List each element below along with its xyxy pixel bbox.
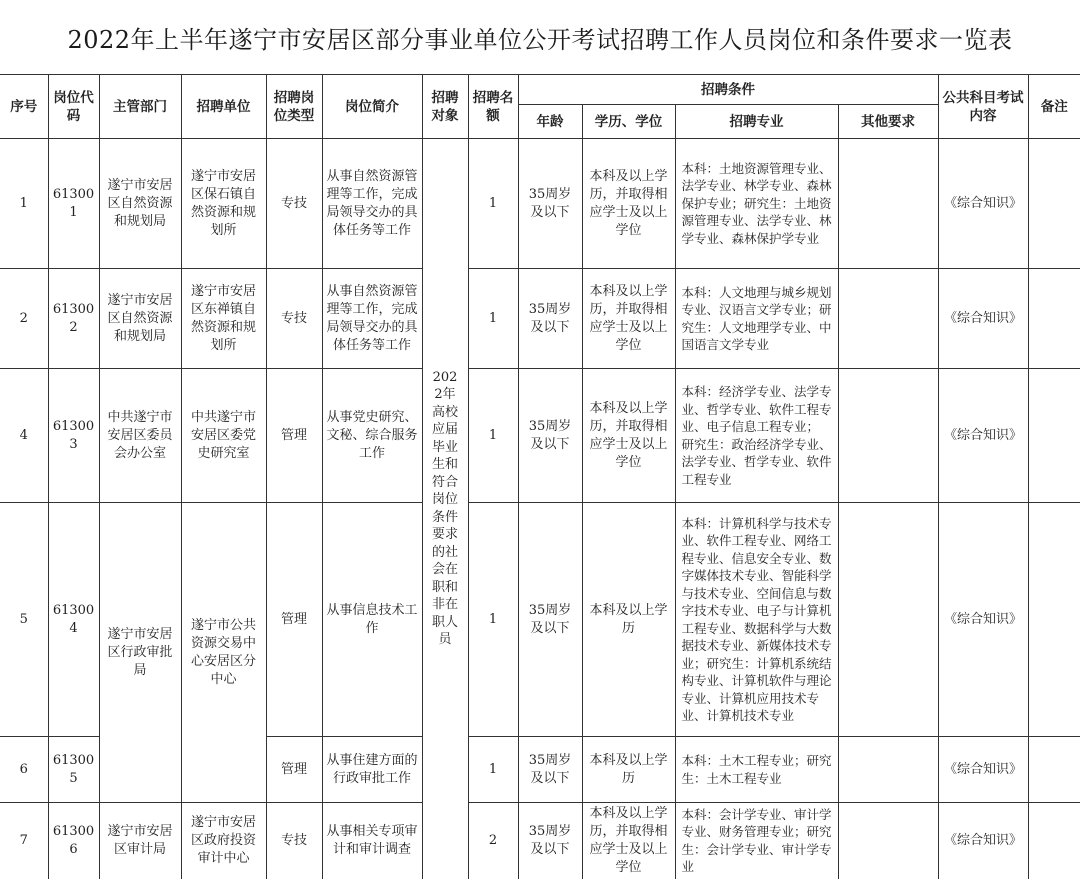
cell-remark [1028, 803, 1080, 879]
table-row [0, 369, 1080, 503]
cell-unit: 中共遂宁市安居区委党史研究室 [181, 369, 266, 503]
cell-other [838, 803, 938, 879]
cell-desc: 从事自然资源管理等工作，完成局领导交办的具体任务等工作 [322, 269, 422, 369]
header-seq: 序号 [0, 75, 48, 139]
cell-quota: 1 [468, 737, 518, 803]
header-conditions: 招聘条件 [518, 75, 938, 105]
header-major: 招聘专业 [675, 105, 838, 139]
cell-age: 35周岁及以下 [518, 737, 582, 803]
cell-exam: 《综合知识》 [938, 269, 1028, 369]
table-row [0, 503, 1080, 737]
cell-code: 613002 [48, 269, 99, 369]
cell-quota: 1 [468, 369, 518, 503]
cell-unit: 遂宁市安居区保石镇自然资源和规划所 [181, 139, 266, 269]
cell-desc: 从事住建方面的行政审批工作 [322, 737, 422, 803]
cell-remark [1028, 269, 1080, 369]
header-row [0, 75, 1080, 105]
cell-major: 本科：经济学专业、法学专业、哲学专业、软件工程专业、电子信息工程专业； 研究生：政治经济学专业、法学专业、哲学专业、软件工程专业 [675, 369, 838, 503]
table-row [0, 269, 1080, 369]
cell-type: 管理 [266, 737, 322, 803]
cell-quota: 1 [468, 269, 518, 369]
header-remark: 备注 [1028, 75, 1080, 139]
cell-major: 本科：人文地理与城乡规划专业、汉语言文学专业；研究生：人文地理学专业、中国语言文学专业 [675, 269, 838, 369]
cell-major: 本科：会计学专业、审计学专业、财务管理专业；研究生：会计学专业、审计学专业 [675, 803, 838, 879]
cell-age: 35周岁及以下 [518, 803, 582, 879]
cell-dept: 中共遂宁市安居区委员会办公室 [99, 369, 181, 503]
cell-seq: 1 [0, 139, 48, 269]
header-other: 其他要求 [838, 105, 938, 139]
header-quota: 招聘名额 [468, 75, 518, 139]
cell-dept: 遂宁市安居区自然资源和规划局 [99, 139, 181, 269]
cell-major: 本科：土地资源管理专业、法学专业、林学专业、森林保护专业；研究生：土地资源管理专业、法学专业、林学专业、森林保护学专业 [675, 139, 838, 269]
cell-seq: 2 [0, 269, 48, 369]
header-type: 招聘岗位类型 [266, 75, 322, 139]
header-code: 岗位代码 [48, 75, 99, 139]
cell-seq: 4 [0, 369, 48, 503]
cell-desc: 从事党史研究、文秘、综合服务工作 [322, 369, 422, 503]
cell-type: 管理 [266, 369, 322, 503]
cell-unit: 遂宁市安居区东禅镇自然资源和规划所 [181, 269, 266, 369]
cell-exam: 《综合知识》 [938, 803, 1028, 879]
cell-edu: 本科及以上学历 [582, 737, 675, 803]
cell-code: 613001 [48, 139, 99, 269]
cell-type: 专技 [266, 803, 322, 879]
cell-dept: 遂宁市安居区自然资源和规划局 [99, 269, 181, 369]
cell-edu: 本科及以上学历，并取得相应学士及以上学位 [582, 369, 675, 503]
cell-major: 本科：计算机科学与技术专业、软件工程专业、网络工程专业、信息安全专业、数字媒体技术专业、智能科学与技术专业、空间信息与数字技术专业、电子与计算机工程专业、数据科学与大数据技术专业、新媒体技术专业；研究生：计算机系统结构专业、计算机软件与理论专业、计算机应用技术专业、计算机技术专业 [675, 503, 838, 737]
cell-type: 专技 [266, 139, 322, 269]
header-exam: 公共科目考试内容 [938, 75, 1028, 139]
header-desc: 岗位简介 [322, 75, 422, 139]
cell-quota: 1 [468, 503, 518, 737]
cell-exam: 《综合知识》 [938, 503, 1028, 737]
cell-seq: 6 [0, 737, 48, 803]
cell-type: 专技 [266, 269, 322, 369]
cell-exam: 《综合知识》 [938, 139, 1028, 269]
cell-remark [1028, 369, 1080, 503]
cell-other [838, 139, 938, 269]
cell-age: 35周岁及以下 [518, 369, 582, 503]
cell-seq: 5 [0, 503, 48, 737]
cell-code: 613006 [48, 803, 99, 879]
cell-remark [1028, 503, 1080, 737]
cell-edu: 本科及以上学历，并取得相应学士及以上学位 [582, 803, 675, 879]
cell-code: 613003 [48, 369, 99, 503]
cell-code: 613005 [48, 737, 99, 803]
cell-dept: 遂宁市安居区行政审批局 [99, 503, 181, 803]
cell-remark [1028, 737, 1080, 803]
cell-seq: 7 [0, 803, 48, 879]
cell-target: 2022年高校应届毕业生和符合岗位条件要求的社会在职和非在职人员 [422, 139, 468, 879]
cell-edu: 本科及以上学历 [582, 503, 675, 737]
cell-desc: 从事信息技术工作 [322, 503, 422, 737]
cell-exam: 《综合知识》 [938, 737, 1028, 803]
cell-age: 35周岁及以下 [518, 269, 582, 369]
table-row [0, 803, 1080, 879]
cell-other [838, 369, 938, 503]
cell-major: 本科：土木工程专业；研究生：土木工程专业 [675, 737, 838, 803]
cell-quota: 2 [468, 803, 518, 879]
cell-unit: 遂宁市安居区政府投资审计中心 [181, 803, 266, 879]
cell-type: 管理 [266, 503, 322, 737]
cell-remark [1028, 139, 1080, 269]
table-row [0, 139, 1080, 269]
cell-quota: 1 [468, 139, 518, 269]
cell-age: 35周岁及以下 [518, 503, 582, 737]
cell-age: 35周岁及以下 [518, 139, 582, 269]
header-dept: 主管部门 [99, 75, 181, 139]
cell-other [838, 503, 938, 737]
cell-other [838, 269, 938, 369]
cell-unit: 遂宁市公共资源交易中心安居区分中心 [181, 503, 266, 803]
page-title: 2022年上半年遂宁市安居区部分事业单位公开考试招聘工作人员岗位和条件要求一览表 [67, 25, 1013, 54]
header-target: 招聘对象 [422, 75, 468, 139]
cell-desc: 从事相关专项审计和审计调查 [322, 803, 422, 879]
header-edu: 学历、学位 [582, 105, 675, 139]
cell-edu: 本科及以上学历，并取得相应学士及以上学位 [582, 139, 675, 269]
cell-edu: 本科及以上学历，并取得相应学士及以上学位 [582, 269, 675, 369]
header-unit: 招聘单位 [181, 75, 266, 139]
recruitment-table [0, 74, 1080, 879]
cell-dept: 遂宁市安居区审计局 [99, 803, 181, 879]
cell-other [838, 737, 938, 803]
cell-exam: 《综合知识》 [938, 369, 1028, 503]
header-age: 年龄 [518, 105, 582, 139]
cell-desc: 从事自然资源管理等工作，完成局领导交办的具体任务等工作 [322, 139, 422, 269]
cell-code: 613004 [48, 503, 99, 737]
